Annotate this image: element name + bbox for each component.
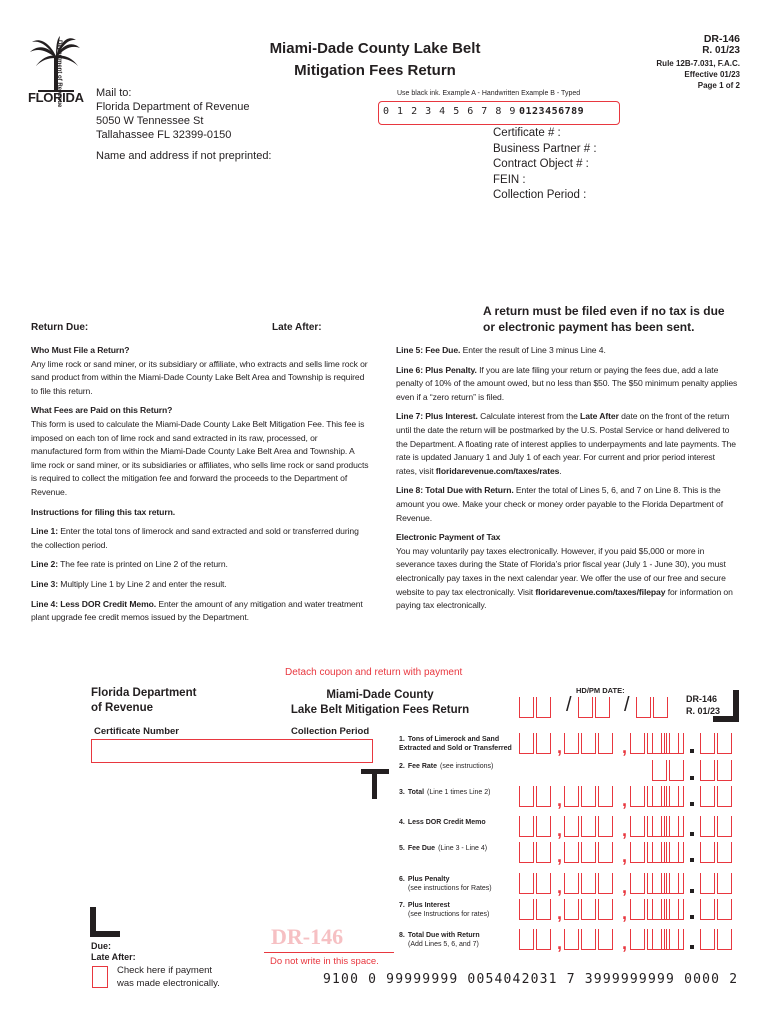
coupon-line-3-decimal-point	[690, 802, 694, 806]
coupon-line-4-digit-box[interactable]	[519, 816, 534, 837]
coupon-line-5-digit-box[interactable]	[598, 842, 613, 863]
hdpm-date-slash: /	[624, 694, 630, 716]
certificate-number-label: Certificate Number	[94, 726, 179, 737]
coupon-line-number: 4.	[399, 819, 405, 826]
line7-body-b: date on the front of the return until the date the return will be postmarked by the U.S. Postal Service or hand delivered to the Department. A floating rate of interest applies to underpayments and late payments. The rate is updated January 1 and July 1 of each year. For current and prior period interest rates, visit	[396, 411, 736, 476]
coupon-line-5-digit-box[interactable]	[652, 842, 667, 863]
coupon-line-2-digit-box[interactable]	[669, 760, 684, 781]
ink-typed-example: 0123456789	[519, 106, 585, 117]
coupon-line-6-digit-box[interactable]	[700, 873, 715, 894]
hdpm-date-digit-box[interactable]	[595, 697, 610, 718]
coupon-line-3-digit-box[interactable]	[598, 786, 613, 807]
fein-label: FEIN :	[493, 173, 526, 186]
coupon-title	[270, 688, 490, 718]
logo-text: FLORIDA	[28, 90, 84, 105]
certificate-label: Certificate # :	[493, 127, 561, 139]
line7-head: Line 7: Plus Interest.	[396, 411, 478, 422]
line3-head: Line 3:	[31, 578, 58, 589]
coupon-line-5-digit-box[interactable]	[536, 842, 551, 863]
coupon-line-5-decimal-point	[690, 858, 694, 862]
coupon-line-3-comma: ,	[622, 790, 628, 810]
coupon-line-7-digit-box[interactable]	[669, 899, 684, 920]
epay-end: for information on paying tax electronically.	[396, 586, 733, 611]
line7-end: .	[559, 465, 562, 476]
id-fields	[493, 126, 597, 204]
coupon-line-7-digit-box[interactable]	[581, 899, 596, 920]
coupon-line-4-decimal-point	[690, 832, 694, 836]
coupon-line-7-decimal-point	[690, 915, 694, 919]
coupon-line-5-digit-box[interactable]	[519, 842, 534, 863]
coupon-line-4-digit-box[interactable]	[630, 816, 645, 837]
page-title-line2: Mitigation Fees Return	[294, 62, 456, 79]
ink-handwritten-example: 0 1 2 3 4 5 6 7 8 9	[383, 106, 517, 117]
interest-rates-link[interactable]: floridarevenue.com/taxes/rates	[435, 465, 560, 476]
coupon-line-4-digit-box[interactable]	[652, 816, 667, 837]
hdpm-date-digit-box[interactable]	[636, 697, 651, 718]
coupon-line-3-digit-box[interactable]	[652, 786, 667, 807]
coupon-line-7-label	[399, 901, 517, 919]
coupon-org	[91, 686, 196, 716]
coupon-line-number: 5.	[399, 845, 405, 852]
coupon-line-subtext: (Line 1 times Line 2)	[427, 789, 491, 796]
coupon-line-4-digit-box[interactable]	[717, 816, 732, 837]
coupon-watermark: DR-146	[271, 924, 344, 949]
coupon-line-4-digit-box[interactable]	[669, 816, 684, 837]
coupon-line-text: Tons of Limerock and Sand Extracted and Sold or Transferred	[399, 736, 512, 752]
line6-body: If you are late filing your return or paying the fees due, add a late penalty of 10% of the amount owed, but no less than $50. The $50 minimum penalty applies even if a “zero return” is filed.	[396, 364, 738, 402]
page-title-line1: Miami-Dade County Lake Belt	[269, 40, 481, 57]
coupon-title-line1: Miami-Dade County	[326, 689, 434, 701]
coupon-line-text: Plus Penalty	[407, 876, 450, 883]
coupon-line-1-digit-box[interactable]	[700, 733, 715, 754]
coupon-line-2-label	[399, 762, 517, 771]
coupon-line-5-digit-box[interactable]	[700, 842, 715, 863]
collection-period-label: Collection Period :	[493, 189, 587, 202]
coupon-line-8-digit-box[interactable]	[717, 929, 732, 950]
instructions-left-column	[31, 344, 371, 631]
coupon-line-5-digit-box[interactable]	[669, 842, 684, 863]
form-revision: R. 01/23	[702, 45, 740, 56]
coupon-line-1-digit-box[interactable]	[630, 733, 645, 754]
coupon-line-1-digit-box[interactable]	[581, 733, 596, 754]
mail-line1: Florida Department of Revenue	[96, 101, 250, 113]
coupon-line-1-comma: ,	[622, 737, 628, 757]
coupon-line-7-digit-box[interactable]	[536, 899, 551, 920]
coupon-line-8-digit-box[interactable]	[519, 929, 534, 950]
coupon-line-6-digit-box[interactable]	[581, 873, 596, 894]
coupon-late-after-label: Late After:	[91, 952, 136, 962]
coupon-line-6-digit-box[interactable]	[564, 873, 579, 894]
line4-body: Enter the amount of any mitigation and water treatment plant upgrade fee credit memos issued by the Department.	[31, 598, 363, 623]
coupon-line-text: Less DOR Credit Memo	[407, 819, 486, 826]
collection-period-coupon-label: Collection Period	[291, 726, 370, 737]
coupon-line-7-digit-box[interactable]	[564, 899, 579, 920]
coupon-org-line1: Florida Department	[91, 687, 197, 699]
coupon-line-1-digit-box[interactable]	[519, 733, 534, 754]
coupon-line-number: 1.	[399, 736, 405, 743]
line7-body-a: Calculate interest from the	[477, 411, 581, 422]
coupon-line-number: 8.	[399, 932, 405, 939]
coupon-line-8-comma: ,	[622, 933, 628, 953]
electronic-payment-label	[117, 964, 220, 990]
coupon-line-text: Fee Due	[407, 845, 436, 852]
coupon-line-text: Fee Rate	[407, 763, 438, 770]
coupon-line-subtext: (Add Lines 5, 6, and 7)	[408, 941, 479, 948]
hdpm-date-digit-box[interactable]	[536, 697, 551, 718]
coupon-due-label: Due:	[91, 941, 111, 951]
coupon-line-3-digit-box[interactable]	[630, 786, 645, 807]
filing-notice-line1: A return must be filed even if no tax is due	[483, 304, 725, 318]
line4-head: Line 4: Less DOR Credit Memo.	[31, 598, 157, 609]
coupon-line-6-decimal-point	[690, 889, 694, 893]
check-line1: Check here if payment	[117, 965, 213, 976]
do-not-write-notice: Do not write in this space.	[270, 956, 379, 967]
corner-mark-top-right-h	[713, 716, 739, 722]
coupon-line-8-digit-box[interactable]	[581, 929, 596, 950]
mail-line2: 5050 W Tennessee St	[96, 115, 204, 127]
line5-body: Enter the result of Line 3 minus Line 4.	[460, 345, 606, 355]
filepay-link[interactable]: floridarevenue.com/taxes/filepay	[535, 586, 666, 597]
coupon-line-number: 6.	[399, 876, 405, 883]
coupon-line-1-digit-box[interactable]	[598, 733, 613, 754]
coupon-line-2-digit-box[interactable]	[717, 760, 732, 781]
hdpm-label: HD/PM DATE:	[576, 686, 625, 695]
who-heading: Who Must File a Return?	[31, 345, 130, 355]
coupon-line-6-label	[399, 875, 517, 893]
business-partner-label: Business Partner # :	[493, 142, 597, 155]
coupon-line-2-decimal-point	[690, 776, 694, 780]
coupon-line-text: Total Due with Return	[407, 932, 480, 939]
certificate-number-input[interactable]	[91, 739, 373, 763]
line2-body: The fee rate is printed on Line 2 of the return.	[58, 559, 228, 570]
hdpm-date-digit-box[interactable]	[578, 697, 593, 718]
coupon-line-1-digit-box[interactable]	[564, 733, 579, 754]
coupon-line-1-digit-box[interactable]	[669, 733, 684, 754]
rule-text: Rule 12B-7.031, F.A.C.	[656, 59, 740, 68]
coupon-line-1-decimal-point	[690, 749, 694, 753]
coupon-line-5-label	[399, 844, 517, 853]
coupon-line-5-comma: ,	[622, 846, 628, 866]
coupon-line-6-digit-box[interactable]	[717, 873, 732, 894]
hdpm-date-slash: /	[566, 694, 572, 716]
coupon-title-line2: Lake Belt Mitigation Fees Return	[290, 704, 470, 716]
coupon-line-8-digit-box[interactable]	[700, 929, 715, 950]
coupon-line-8-digit-box[interactable]	[564, 929, 579, 950]
coupon-line-4-digit-box[interactable]	[581, 816, 596, 837]
logo-side-text: Department of Revenue	[56, 40, 62, 108]
ink-caption: Use black ink. Example A - Handwritten Example B - Typed	[397, 90, 581, 97]
coupon-line-3-digit-box[interactable]	[519, 786, 534, 807]
coupon-line-4-digit-box[interactable]	[564, 816, 579, 837]
coupon-line-subtext: (see Instructions for rates)	[408, 911, 490, 918]
coupon-line-number: 3.	[399, 789, 405, 796]
coupon-line-6-digit-box[interactable]	[630, 873, 645, 894]
coupon-line-8-decimal-point	[690, 945, 694, 949]
mail-label: Mail to:	[96, 87, 132, 99]
coupon-line-3-digit-box[interactable]	[669, 786, 684, 807]
epay-heading: Electronic Payment of Tax	[396, 532, 501, 543]
coupon-line-3-digit-box[interactable]	[700, 786, 715, 807]
coupon-line-2-digit-box[interactable]	[652, 760, 667, 781]
line8-head: Line 8: Total Due with Return.	[396, 485, 514, 496]
corner-mark-bottom-left-h	[90, 931, 120, 937]
coupon-line-3-label	[399, 788, 517, 797]
coupon-line-8-digit-box[interactable]	[669, 929, 684, 950]
coupon-line-8-digit-box[interactable]	[652, 929, 667, 950]
coupon-line-4-digit-box[interactable]	[536, 816, 551, 837]
coupon-line-3-digit-box[interactable]	[717, 786, 732, 807]
mail-line3: Tallahassee FL 32399-0150	[96, 129, 232, 141]
return-due-label: Return Due:	[31, 322, 89, 333]
coupon-line-subtext: (see instructions)	[440, 763, 494, 770]
coupon-line-8-label	[399, 931, 517, 949]
coupon-line-2-digit-box[interactable]	[700, 760, 715, 781]
coupon-line-4-label	[399, 818, 517, 827]
coupon-line-3-digit-box[interactable]	[564, 786, 579, 807]
name-address-label: Name and address if not preprinted:	[96, 150, 272, 162]
coupon-line-number: 7.	[399, 902, 405, 909]
effective-text: Effective 01/23	[684, 70, 740, 79]
coupon-line-text: Plus Interest	[407, 902, 450, 909]
coupon-line-4-comma: ,	[557, 820, 563, 840]
line3-body: Multiply Line 1 by Line 2 and enter the result.	[58, 578, 227, 589]
who-body: Any lime rock or sand miner, or its subsidiary or affiliate, who extracts and sells lime rock or sand product from within the Miami-Dade County Lake Belt Area and Township is required to file this return.	[31, 358, 368, 396]
coupon-line-subtext: (Line 3 - Line 4)	[438, 845, 488, 852]
coupon-line-5-digit-box[interactable]	[630, 842, 645, 863]
instructions-right-column	[396, 344, 738, 619]
late-after-label: Late After:	[272, 322, 322, 333]
coupon-line-6-digit-box[interactable]	[652, 873, 667, 894]
coupon-revision: R. 01/23	[686, 706, 721, 716]
hdpm-date-digit-box[interactable]	[519, 697, 534, 718]
coupon-line-8-digit-box[interactable]	[630, 929, 645, 950]
line1-body: Enter the total tons of limerock and sand extracted and sold or transferred during the collection period.	[31, 526, 359, 550]
coupon-line-6-digit-box[interactable]	[536, 873, 551, 894]
coupon-line-1-label	[399, 735, 517, 753]
coupon-line-7-digit-box[interactable]	[652, 899, 667, 920]
coupon-line-4-digit-box[interactable]	[700, 816, 715, 837]
line1-head: Line 1:	[31, 526, 58, 537]
contract-object-label: Contract Object # :	[493, 158, 589, 171]
epay-body: You may voluntarily pay taxes electronically. However, if you paid $5,000 or more in severance taxes during the State of Florida’s prior fiscal year (July 1 - June 30), you must electronically pay taxes in the next calendar year. We offer the use of our free and secure website to pay tax electronically. Visit	[396, 545, 726, 597]
coupon-line-1-digit-box[interactable]	[536, 733, 551, 754]
coupon-line-3-comma: ,	[557, 790, 563, 810]
filing-notice-line2: or electronic payment has been sent.	[483, 320, 695, 334]
line6-head: Line 6: Plus Penalty.	[396, 364, 477, 375]
coupon-line-6-digit-box[interactable]	[669, 873, 684, 894]
coupon-line-number: 2.	[399, 763, 405, 770]
form-id: DR-146	[703, 33, 740, 45]
coupon-line-5-comma: ,	[557, 846, 563, 866]
coupon-line-7-comma: ,	[622, 903, 628, 923]
detach-notice: Detach coupon and return with payment	[285, 667, 463, 678]
mail-to-block	[96, 86, 249, 142]
coupon-line-5-digit-box[interactable]	[564, 842, 579, 863]
coupon-line-7-digit-box[interactable]	[519, 899, 534, 920]
coupon-line-text: Total	[407, 789, 425, 796]
coupon-line-1-digit-box[interactable]	[652, 733, 667, 754]
hdpm-date-digit-box[interactable]	[653, 697, 668, 718]
coupon-line-5-digit-box[interactable]	[717, 842, 732, 863]
coupon-org-line2: of Revenue	[91, 702, 153, 714]
check-line2: was made electronically.	[117, 978, 220, 989]
line7-late-after: Late After	[580, 411, 619, 422]
coupon-line-7-comma: ,	[557, 903, 563, 923]
coupon-line-7-digit-box[interactable]	[700, 899, 715, 920]
coupon-line-7-digit-box[interactable]	[598, 899, 613, 920]
coupon-line-6-digit-box[interactable]	[598, 873, 613, 894]
page-number: Page 1 of 2	[697, 81, 740, 90]
coupon-line-subtext: (see instructions for Rates)	[408, 885, 492, 892]
do-not-write-line	[264, 952, 394, 953]
coupon-line-8-comma: ,	[557, 933, 563, 953]
coupon-line-6-comma: ,	[622, 877, 628, 897]
what-body: This form is used to calculate the Miami-Dade County Lake Belt Mitigation Fee. This fee is imposed on each ton of lime rock and sand extracted in its raw, processed, or manufactured form from within the Miami-Dade County Lake Belt Area and Township. A lime rock or sand miner, or its subsidiaries or affiliates, who sells lime rock or sand products is required to collect the mitigation fee and forward the proceeds to the Department of Revenue.	[31, 418, 369, 497]
coupon-line-5-digit-box[interactable]	[581, 842, 596, 863]
line8-body: Enter the total of Lines 5, 6, and 7 on Line 8. This is the amount you owe. Make your check or money order payable to the Florida Department of Revenue.	[396, 485, 724, 523]
coupon-line-1-digit-box[interactable]	[717, 733, 732, 754]
coupon-line-1-comma: ,	[557, 737, 563, 757]
line5-head: Line 5: Fee Due.	[396, 345, 461, 355]
coupon-line-8-digit-box[interactable]	[536, 929, 551, 950]
coupon-line-3-digit-box[interactable]	[581, 786, 596, 807]
coupon-line-7-digit-box[interactable]	[717, 899, 732, 920]
coupon-form-id: DR-146	[686, 694, 718, 704]
coupon-line-7-digit-box[interactable]	[630, 899, 645, 920]
coupon-line-6-digit-box[interactable]	[519, 873, 534, 894]
line2-head: Line 2:	[31, 559, 58, 570]
coupon-line-3-digit-box[interactable]	[536, 786, 551, 807]
electronic-payment-checkbox[interactable]	[92, 966, 108, 988]
filing-notice	[483, 303, 725, 335]
t-mark-v	[372, 769, 377, 799]
filing-heading: Instructions for filing this tax return.	[31, 506, 176, 517]
coupon-line-6-comma: ,	[557, 877, 563, 897]
coupon-line-4-comma: ,	[622, 820, 628, 840]
scanline: 9100 0 99999999 0054042031 7 3999999999 0000 2	[323, 972, 739, 987]
what-heading: What Fees are Paid on this Return?	[31, 405, 173, 416]
coupon-line-8-digit-box[interactable]	[598, 929, 613, 950]
coupon-line-4-digit-box[interactable]	[598, 816, 613, 837]
